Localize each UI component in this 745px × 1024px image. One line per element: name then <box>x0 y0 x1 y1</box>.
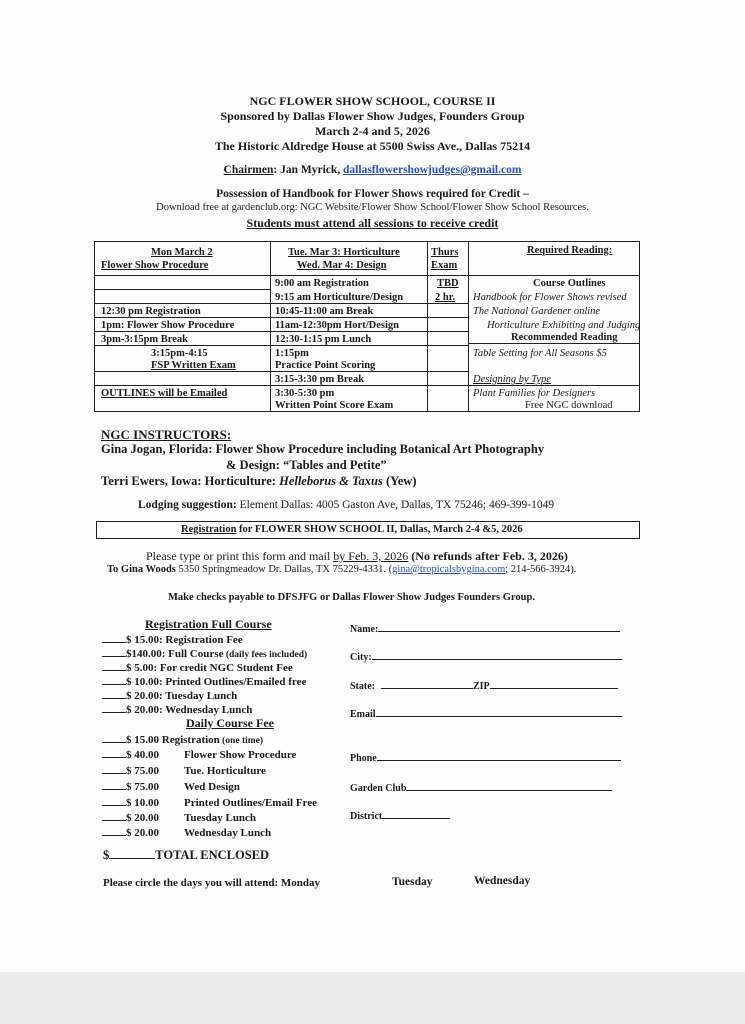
schedule-table <box>94 241 640 412</box>
dates-line: March 2-4 and 5, 2026 <box>315 124 430 138</box>
course-outlines: Course Outlines <box>533 278 606 289</box>
venue-line: The Historic Aldredge House at 5500 Swiss Ave., Dallas 75214 <box>214 139 531 153</box>
lodging-label: Lodging suggestion: <box>138 499 237 511</box>
col4-head: Required Reading: <box>527 245 613 256</box>
reading-designing-type: Designing by Type <box>473 374 551 385</box>
lodging-line <box>138 499 554 511</box>
mon-break: 3pm-3:15pm Break <box>101 334 189 345</box>
fee-student[interactable]: $ 5.00: For credit NGC Student Fee <box>102 660 293 675</box>
tue-break: 10:45-11:00 am Break <box>275 306 374 317</box>
mon-exam: FSP Written Exam <box>151 360 236 371</box>
reading-handbook: Handbook for Flower Shows revised <box>473 292 627 303</box>
fee-registration[interactable]: $ 15.00: Registration Fee <box>102 632 243 647</box>
doc-title: NGC FLOWER SHOW SCHOOL, COURSE II <box>249 94 496 108</box>
state-field[interactable] <box>350 678 618 693</box>
garden-club-label: Garden Club <box>350 783 407 794</box>
tue-registration: 9:00 am Registration <box>275 278 369 289</box>
tue-hort-design-2: 11am-12:30pm Hort/Design <box>275 320 399 331</box>
daily-registration[interactable]: $ 15.00 Registration (one time) <box>102 732 263 748</box>
chairmen-name: : Jan Myrick, <box>273 164 344 176</box>
attend-wednesday[interactable]: Wednesday <box>474 875 531 887</box>
tue-lunch: 12:30-1:15 pm Lunch <box>275 334 372 345</box>
mail-to-address: 5350 Springmeadow Dr. Dallas, TX 75229-4331. ( <box>175 564 393 575</box>
email-label: Email <box>350 709 376 720</box>
reading-hort-exhibiting: Horticulture Exhibiting and Judging <box>487 320 641 331</box>
thurs-2hr: 2 hr. <box>435 292 456 303</box>
please-deadline: by Feb. 3, 2026 <box>333 549 409 563</box>
tue-time-330: 3:30-5:30 pm <box>275 388 335 399</box>
name-field[interactable] <box>350 621 620 636</box>
col2-head1: Tue. Mar 3: Horticulture <box>288 247 400 258</box>
download-line: Download free at gardenclub.org: NGC Website/Flower Show School/Flower Show School Resources. <box>156 202 589 213</box>
tue-practice-scoring: Practice Point Scoring <box>275 360 376 371</box>
instructors-heading: NGC INSTRUCTORS: <box>101 427 232 442</box>
registration-title-u: Registration <box>181 524 237 535</box>
phone-label: Phone <box>350 753 377 764</box>
mon-registration: 12:30 pm Registration <box>101 306 201 317</box>
name-label: Name: <box>350 624 379 635</box>
col2-head2: Wed. Mar 4: Design <box>297 260 387 271</box>
reading-free-download: Free NGC download <box>525 400 613 411</box>
chairmen-email-link[interactable]: dallasflowershowjudges@gmail.com <box>343 164 522 176</box>
mail-to-email-link[interactable]: gina@tropicalsbygina.com <box>392 564 506 575</box>
please-text: Please type or print this form and mail <box>146 549 334 563</box>
garden-club-field[interactable] <box>350 780 612 795</box>
daily-design[interactable]: $ 75.00 Wed Design <box>102 779 240 794</box>
col1-head2: Flower Show Procedure <box>101 260 209 271</box>
instructor-terri-end: (Yew) <box>382 474 417 488</box>
col3-head1: Thurs <box>431 247 459 258</box>
zip-label: ZIP <box>473 681 490 692</box>
chairmen-line <box>0 164 745 176</box>
tue-time-115: 1:15pm <box>275 348 309 359</box>
outlines-emailed: OUTLINES will be Emailed <box>101 388 228 399</box>
sponsor-line: Sponsored by Dallas Flower Show Judges, Founders Group <box>220 109 525 123</box>
fee-full-course-note: (daily fees included) <box>223 650 308 660</box>
registration-title-box <box>96 521 640 539</box>
full-course-heading: Registration Full Course <box>145 617 272 631</box>
thurs-tbd: TBD <box>437 278 459 289</box>
please-line <box>146 549 568 564</box>
instructor-gina-design: & Design: “Tables and Petite” <box>226 458 387 472</box>
checks-line: Make checks payable to DFSJFG or Dallas Flower Show Judges Founders Group. <box>168 592 535 603</box>
email-field[interactable] <box>350 706 622 721</box>
attend-prompt: Please circle the days you will attend: Monday <box>103 877 321 889</box>
recommended-reading: Recommended Reading <box>511 332 618 343</box>
daily-outlines[interactable]: $ 10.00 Printed Outlines/Email Free <box>102 795 317 810</box>
fee-outlines[interactable]: $ 10.00: Printed Outlines/Emailed free <box>102 674 306 689</box>
mail-to-line <box>107 564 576 575</box>
total-enclosed[interactable] <box>103 848 269 862</box>
total-dollar-sign: $ <box>103 848 110 862</box>
chairmen-label: Chairmen <box>223 164 274 176</box>
reading-gardener: The National Gardener online <box>473 306 601 317</box>
daily-horticulture[interactable]: $ 75.00 Tue. Horticulture <box>102 763 266 778</box>
daily-procedure[interactable]: $ 40.00 Flower Show Procedure <box>102 747 296 762</box>
district-label: District <box>350 811 383 822</box>
attend-tuesday[interactable]: Tuesday <box>392 876 433 888</box>
daily-course-heading: Daily Course Fee <box>186 716 274 730</box>
tue-written-exam: Written Point Score Exam <box>275 400 394 411</box>
mon-exam-time: 3:15pm-4:15 <box>151 348 208 359</box>
phone-field[interactable] <box>350 750 621 765</box>
registration-title-rest: for FLOWER SHOW SCHOOL II, Dallas, March 2-4 &5, 2026 <box>236 524 523 535</box>
please-no-refunds: (No refunds after Feb. 3, 2026) <box>408 549 568 563</box>
daily-wed-lunch[interactable]: $ 20.00 Wednesday Lunch <box>102 825 271 840</box>
instructor-terri <box>101 474 417 489</box>
mail-to-phone: ; 214-566-3924). <box>505 564 577 575</box>
handbook-line: Possession of Handbook for Flower Shows required for Credit – <box>216 188 529 200</box>
fee-tue-lunch[interactable]: $ 20.00: Tuesday Lunch <box>102 688 237 703</box>
city-field[interactable] <box>350 649 622 664</box>
tue-break-2: 3:15-3:30 pm Break <box>275 374 365 385</box>
state-label: State: <box>350 681 375 692</box>
daily-registration-note: (one time) <box>219 736 264 746</box>
total-label: TOTAL ENCLOSED <box>155 848 270 862</box>
mail-to-name: To Gina Woods <box>107 564 176 575</box>
reading-plant-families: Plant Families for Designers <box>473 388 596 399</box>
daily-tue-lunch[interactable]: $ 20.00 Tuesday Lunch <box>102 810 256 825</box>
col3-head2: Exam <box>431 260 458 271</box>
mon-procedure: 1pm: Flower Show Procedure <box>101 320 235 331</box>
scan-bottom-edge <box>0 972 745 1024</box>
fee-full-course[interactable]: $140.00: Full Course (daily fees included) <box>102 646 307 662</box>
col1-head1: Mon March 2 <box>151 247 213 258</box>
instructor-terri-italic: Helleborus & Taxus <box>279 474 383 488</box>
reading-table-setting: Table Setting for All Seasons $5 <box>473 348 607 359</box>
tue-hort-design: 9:15 am Horticulture/Design <box>275 292 404 303</box>
instructor-terri-text: Terri Ewers, Iowa: Horticulture: <box>101 474 280 488</box>
district-field[interactable] <box>350 808 450 823</box>
instructor-gina: Gina Jogan, Florida: Flower Show Procedure including Botanical Art Photography <box>101 442 545 456</box>
lodging-text: Element Dallas: 4005 Gaston Ave, Dallas, TX 75246; 469-399-1049 <box>236 499 555 511</box>
fee-wed-lunch[interactable]: $ 20.00: Wednesday Lunch <box>102 702 252 717</box>
city-label: City: <box>350 652 372 663</box>
attend-all-line: Students must attend all sessions to receive credit <box>246 216 499 230</box>
